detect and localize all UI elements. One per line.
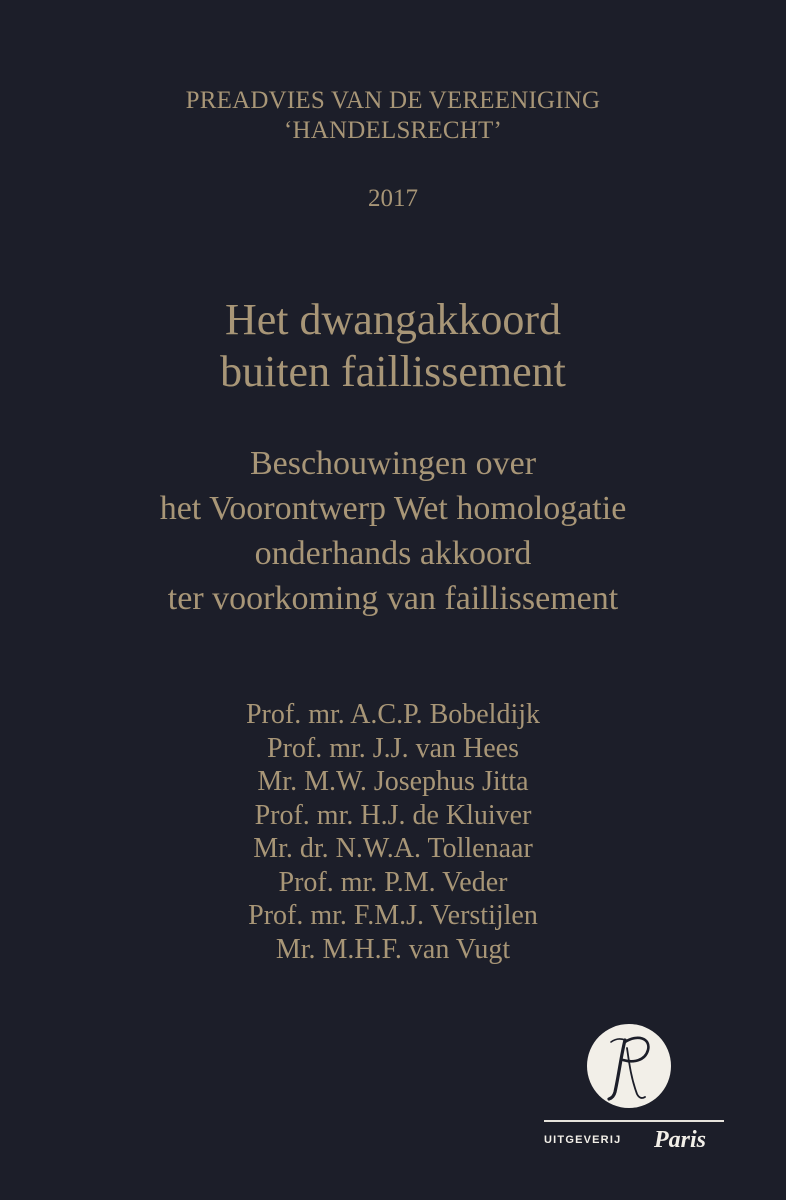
- series-line-1: PREADVIES VAN DE VEREENIGING: [185, 87, 601, 114]
- logo-divider: [544, 1120, 724, 1122]
- author-name: Mr. M.W. Josephus Jitta: [257, 766, 529, 797]
- author-list: [0, 698, 786, 966]
- author-name: Prof. mr. A.C.P. Bobeldijk: [245, 699, 541, 730]
- subtitle-line-3: onderhands akkoord: [254, 535, 532, 572]
- publisher-label: UITGEVERIJ: [544, 1134, 622, 1146]
- title-line-2: buiten faillissement: [220, 347, 566, 396]
- subtitle-line-2: het Voorontwerp Wet homologatie: [159, 490, 627, 527]
- subtitle-line-4: ter voorkoming van faillissement: [167, 580, 619, 617]
- publisher-name: [544, 1126, 726, 1156]
- book-title: [0, 294, 786, 398]
- publisher-logo: [540, 1022, 730, 1162]
- paris-p-logo-icon: [585, 1022, 673, 1110]
- title-line-1: Het dwangakkoord: [224, 295, 561, 344]
- author-name: Mr. dr. N.W.A. Tollenaar: [253, 833, 533, 864]
- author-name: Prof. mr. F.M.J. Verstijlen: [248, 900, 538, 931]
- publisher-wordmark: Paris: [654, 1127, 707, 1153]
- book-subtitle: [0, 441, 786, 621]
- author-name: Prof. mr. J.J. van Hees: [267, 732, 519, 764]
- author-name: Mr. M.H.F. van Vugt: [275, 933, 511, 965]
- author-name: Prof. mr. H.J. de Kluiver: [254, 799, 532, 831]
- author-name: Prof. mr. P.M. Veder: [278, 866, 508, 898]
- series-line-2: ‘HANDELSRECHT’: [283, 117, 503, 144]
- subtitle-line-1: Beschouwingen over: [249, 445, 537, 482]
- publication-year: 2017: [368, 185, 418, 212]
- series-heading: [0, 86, 786, 146]
